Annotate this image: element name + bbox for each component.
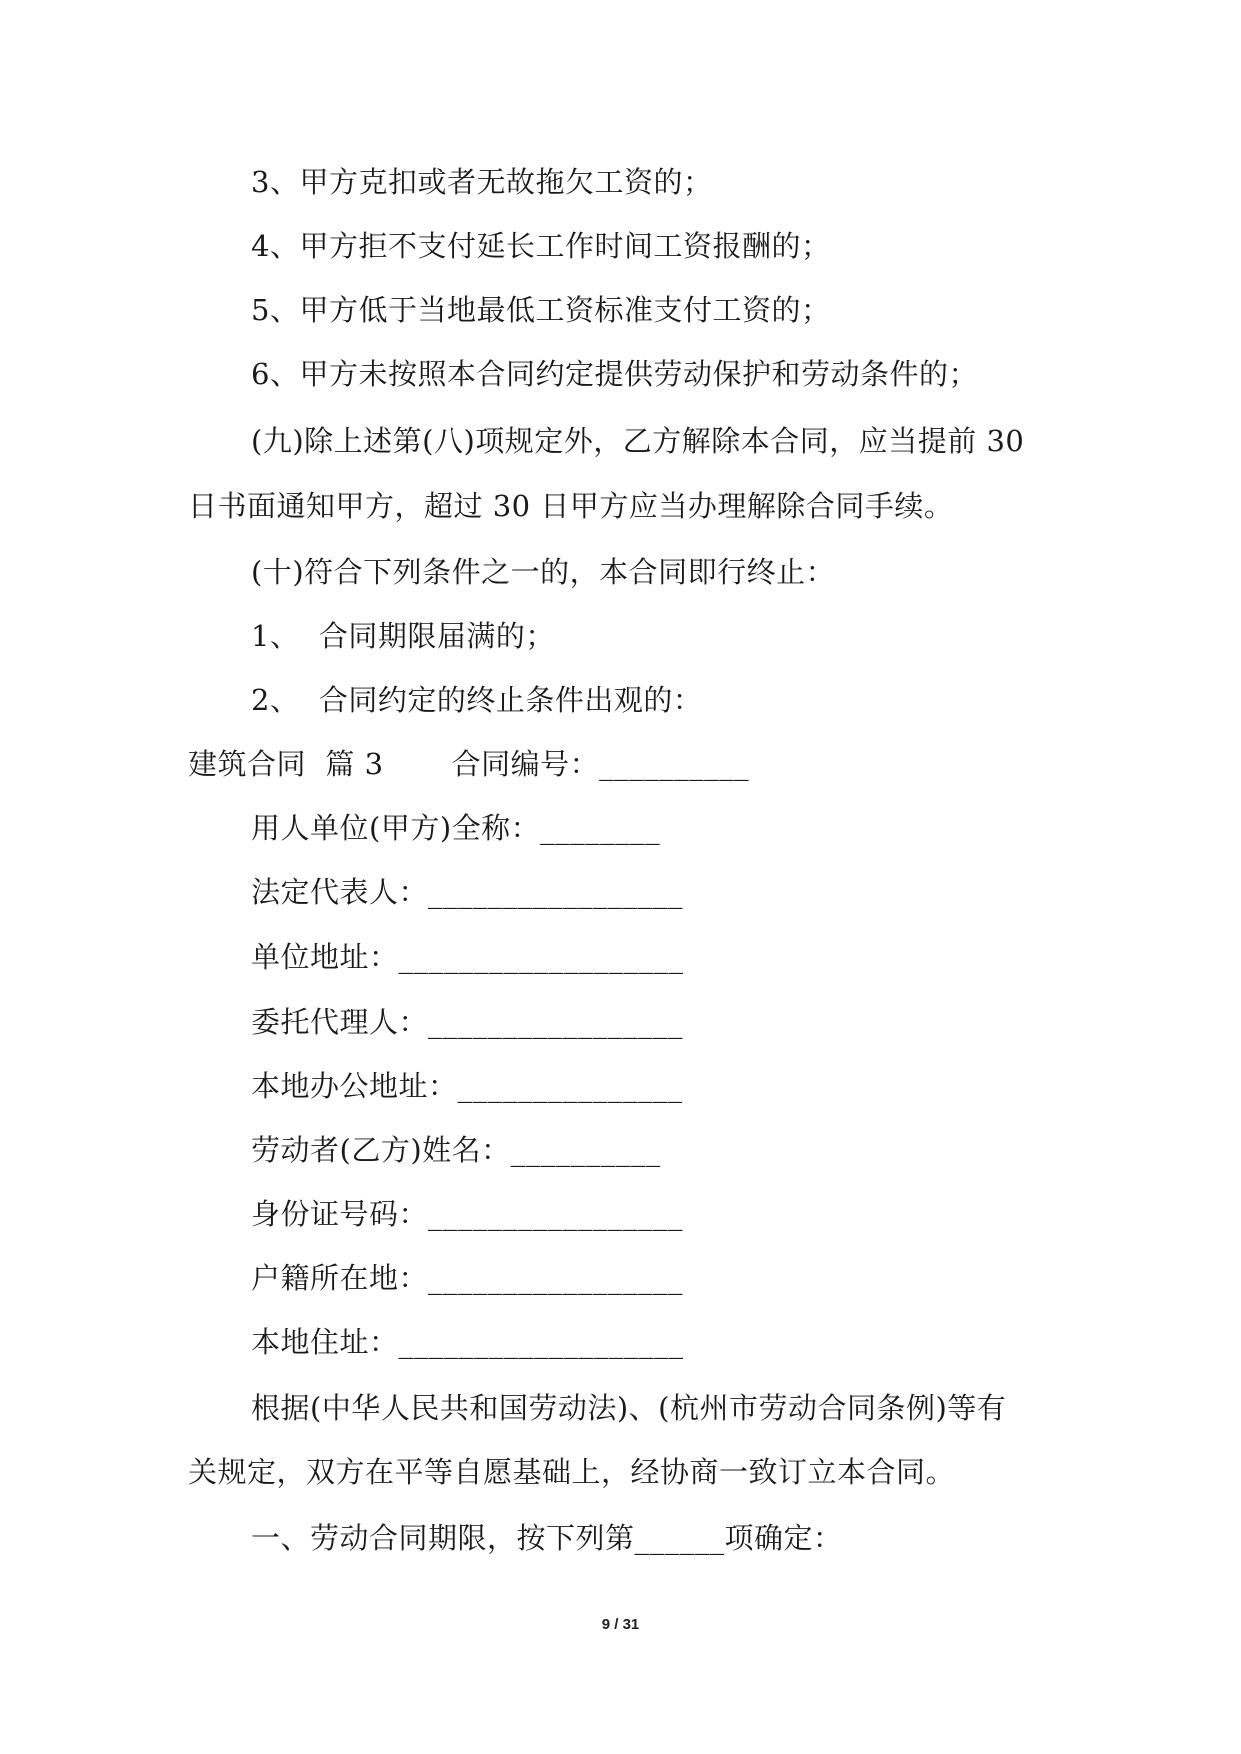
text-line-15: 本地办公地址：_______________ (251, 1069, 683, 1103)
text-line-12: 法定代表人：_________________ (251, 875, 684, 909)
text-line-16: 劳动者(乙方)姓名：__________ (251, 1133, 661, 1167)
text-line-7: (十)符合下列条件之一的，本合同即行终止： (251, 555, 836, 589)
text-line-6: 日书面通知甲方，超过 30 日甲方应当办理解除合同手续。 (188, 489, 954, 523)
text-line-2: 4、甲方拒不支付延长工作时间工资报酬的； (251, 229, 831, 263)
text-line-5: (九)除上述第(八)项规定外，乙方解除本合同，应当提前 30 (251, 424, 1025, 458)
text-line-8: 1、 合同期限届满的； (251, 619, 555, 653)
text-line-18: 户籍所在地：_________________ (251, 1261, 684, 1295)
text-line-1: 3、甲方克扣或者无故拖欠工资的； (251, 165, 713, 199)
text-line-11: 用人单位(甲方)全称：________ (251, 811, 661, 845)
text-line-20: 根据(中华人民共和国劳动法)、(杭州市劳动合同条例)等有 (251, 1391, 1007, 1425)
page-number: 9 / 31 (601, 1616, 640, 1633)
text-line-3: 5、甲方低于当地最低工资标准支付工资的； (251, 293, 831, 327)
section-heading: 建筑合同 篇 3 合同编号：__________ (188, 747, 750, 781)
text-line-19: 本地住址：___________________ (251, 1325, 684, 1359)
text-line-4: 6、甲方未按照本合同约定提供劳动保护和劳动条件的； (251, 357, 978, 391)
text-line-14: 委托代理人：_________________ (251, 1005, 684, 1039)
text-line-21: 关规定，双方在平等自愿基础上，经协商一致订立本合同。 (188, 1455, 956, 1489)
text-line-17: 身份证号码：_________________ (251, 1197, 684, 1231)
text-line-9: 2、 合同约定的终止条件出观的： (251, 683, 703, 717)
text-line-13: 单位地址：___________________ (251, 940, 684, 974)
text-line-22: 一、劳动合同期限，按下列第______项确定： (251, 1521, 843, 1555)
